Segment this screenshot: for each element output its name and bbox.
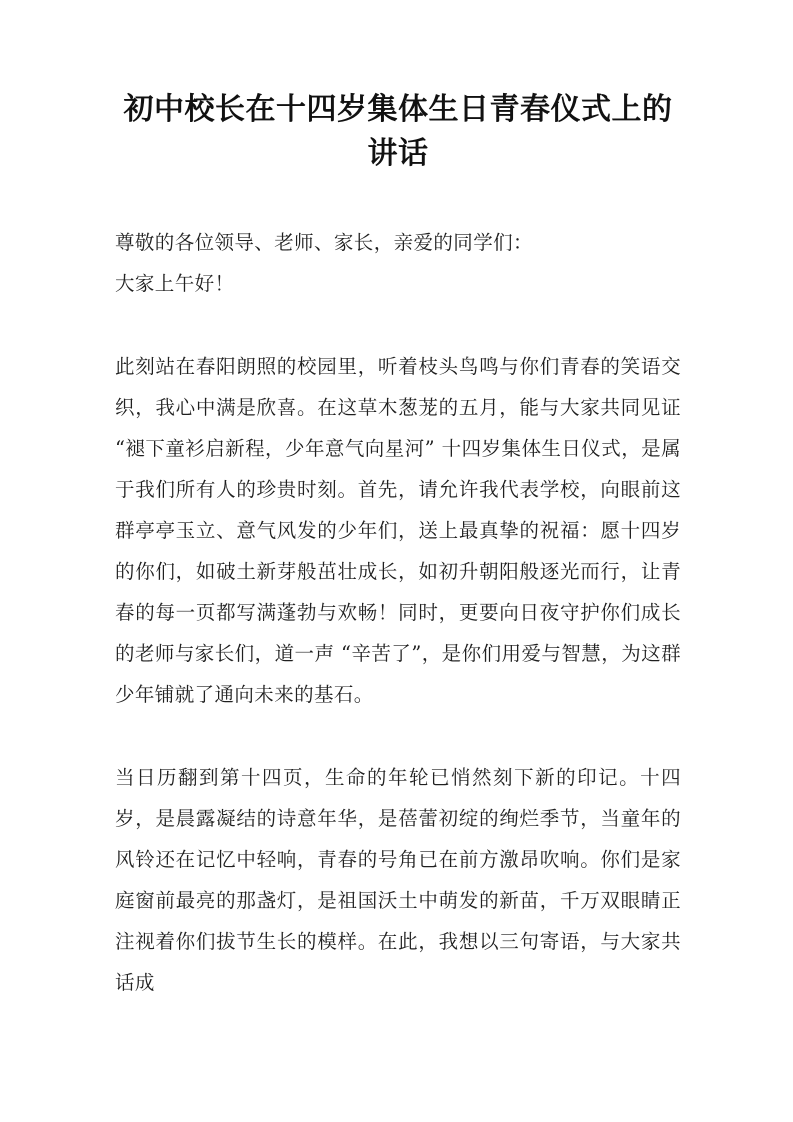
greeting-line: 大家上午好！ bbox=[115, 272, 235, 295]
document-body bbox=[115, 88, 681, 1003]
page-title: 初中校长在十四岁集体生日青春仪式上的讲话 bbox=[123, 92, 673, 171]
body-paragraph-1: 此刻站在春阳朗照的校园里，听着枝头鸟鸣与你们青春的笑语交织，我心中满是欣喜。在这草木葱茏的五月，能与大家共同见证“褪下童衫启新程，少年意气向星河” 十四岁集体生日仪式，是属于我们所有人的珍贵时刻。首先，请允许我代表学校，向眼前这群亭亭玉立、意气风发的少年们，送上最真挚的祝福：愿十四岁的你们，如破土新芽般茁壮成长，如初升朝阳般逐光而行，让青春的每一页都写满蓬勃与欢畅！同时，更要向日夜守护你们成长的老师与家长们，道一声 “辛苦了”，是你们用爱与智慧，为这群少年铺就了通向未来的基石。 bbox=[115, 355, 681, 706]
salutation-line: 尊敬的各位领导、老师、家长，亲爱的同学们： bbox=[115, 231, 533, 254]
body-paragraph-2: 当日历翻到第十四页，生命的年轮已悄然刻下新的印记。十四岁，是晨露凝结的诗意年华，是蓓蕾初绽的绚烂季节，当童年的风铃还在记忆中轻响，青春的号角已在前方激昂吹响。你们是家庭窗前最亮的那盏灯，是祖国沃土中萌发的新苗，千万双眼睛正注视着你们拔节生长的模样。在此，我想以三句寄语，与大家共话成 bbox=[115, 766, 681, 994]
salutation-block bbox=[115, 222, 681, 263]
